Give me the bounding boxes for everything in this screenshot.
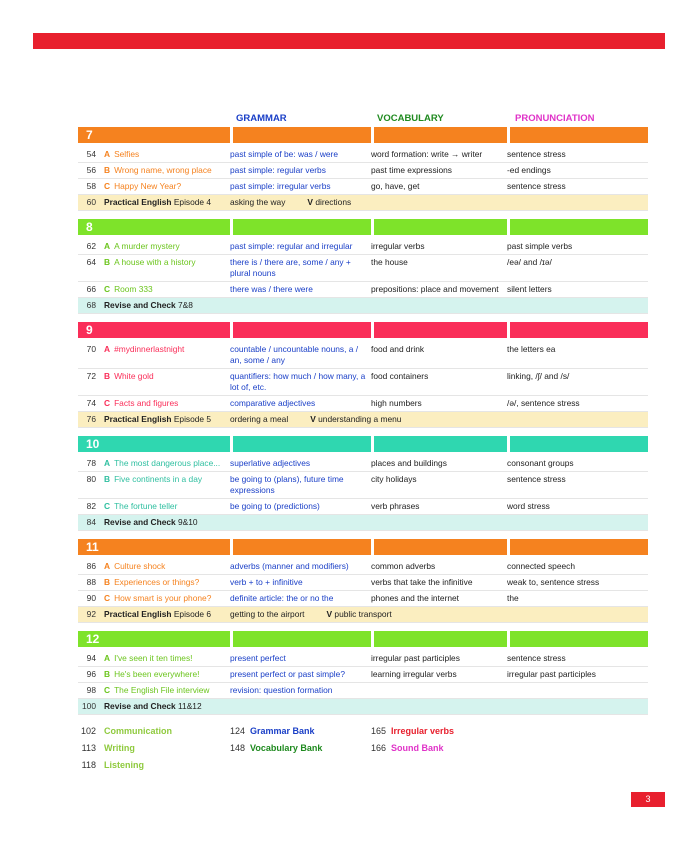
unit-number: 10 — [78, 436, 230, 452]
bottom-vocab-cell — [371, 757, 507, 774]
lesson-letter: C — [104, 685, 111, 695]
bottom-grammar-cell — [230, 723, 371, 740]
lesson-letter: B — [104, 371, 111, 381]
grammar-cell: revision: question formation — [230, 685, 333, 695]
lesson-row[interactable] — [78, 575, 648, 591]
revise-check-row[interactable] — [78, 515, 648, 531]
lesson-letter: B — [104, 165, 111, 175]
special-page: 60 — [86, 197, 96, 207]
unit-band-cell — [510, 322, 648, 338]
practical-content — [230, 197, 351, 208]
special-title[interactable] — [96, 300, 248, 311]
unit-band-cell — [510, 436, 648, 452]
lesson-row[interactable] — [78, 559, 648, 575]
grammar-cell: past simple of be: was / were — [230, 149, 338, 159]
lesson-row[interactable] — [78, 163, 648, 179]
pronunciation-cell: weak to, sentence stress — [507, 577, 600, 587]
practical-left: ordering a meal — [230, 414, 289, 424]
unit-number: 11 — [78, 539, 230, 555]
unit-band-cell — [374, 436, 507, 452]
vocabulary-cell: food containers — [371, 371, 429, 381]
lesson-page: 64 — [86, 257, 96, 267]
bottom-label[interactable]: Communication — [104, 726, 173, 736]
special-episode: Episode 4 — [173, 197, 212, 207]
vocabulary-cell: past time expressions — [371, 165, 452, 175]
lesson-row[interactable] — [78, 667, 648, 683]
special-title[interactable] — [96, 609, 248, 620]
unit-band-11 — [78, 539, 648, 555]
bank-label[interactable]: Vocabulary Bank — [250, 743, 323, 753]
vocabulary-cell: word formation: write → writer — [371, 149, 483, 159]
lesson-letter: A — [104, 458, 111, 468]
lesson-title[interactable] — [96, 284, 230, 295]
grammar-cell: verb + to + infinitive — [230, 577, 303, 587]
unit-band-8 — [78, 219, 648, 235]
pronunciation-cell: linking, /ʃ/ and /s/ — [507, 371, 570, 381]
unit-band-cell — [374, 539, 507, 555]
unit-band-cell — [510, 631, 648, 647]
lesson-row[interactable] — [78, 179, 648, 195]
lesson-letter: C — [104, 181, 111, 191]
grammar-cell: quantifiers: how much / how many, a lot of, etc. — [230, 371, 366, 392]
lesson-title[interactable] — [96, 241, 230, 252]
special-title[interactable] — [96, 197, 248, 208]
bottom-page: 102 — [80, 726, 96, 736]
lesson-page: 58 — [86, 181, 96, 191]
lesson-row[interactable] — [78, 342, 648, 369]
pronunciation-cell: irregular past participles — [507, 669, 596, 679]
vocabulary-cell: high numbers — [371, 398, 422, 408]
lesson-title[interactable] — [96, 501, 230, 512]
lesson-title[interactable] — [96, 149, 230, 160]
lesson-title[interactable] — [96, 685, 230, 696]
bank-label[interactable]: Grammar Bank — [250, 726, 315, 736]
lesson-title-text: He's been everywhere! — [114, 669, 200, 679]
pronunciation-cell: sentence stress — [507, 653, 566, 663]
bank-page: 148 — [230, 743, 246, 753]
pronunciation-cell: sentence stress — [507, 149, 566, 159]
lesson-letter: A — [104, 561, 111, 571]
grammar-cell: superlative adjectives — [230, 458, 311, 468]
grammar-cell: present perfect or past simple? — [230, 669, 345, 679]
contents-table — [78, 127, 648, 723]
bottom-row — [78, 757, 507, 774]
lesson-row[interactable] — [78, 147, 648, 163]
unit-number: 8 — [78, 219, 230, 235]
lesson-title-text: Experiences or things? — [114, 577, 200, 587]
grammar-cell: countable / uncountable nouns, a / an, some / any — [230, 344, 359, 365]
special-page: 84 — [86, 517, 96, 527]
lesson-title[interactable] — [96, 593, 230, 604]
lesson-title-text: Culture shock — [114, 561, 166, 571]
bank-label[interactable]: Sound Bank — [391, 743, 444, 753]
unit-band-cell — [374, 631, 507, 647]
pronunciation-cell: the letters ea — [507, 344, 556, 354]
special-title[interactable] — [96, 414, 248, 425]
bottom-grammar-cell — [230, 740, 371, 757]
lesson-row[interactable] — [78, 369, 648, 396]
pronunciation-cell: -ed endings — [507, 165, 551, 175]
grammar-cell: there is / there are, some / any + plural nouns — [230, 257, 351, 278]
lesson-title[interactable] — [96, 653, 230, 664]
special-title-text: Practical English — [104, 197, 172, 207]
unit-band-12 — [78, 631, 648, 647]
lesson-title-text: Selfies — [114, 149, 140, 159]
grammar-cell: past simple: irregular verbs — [230, 181, 331, 191]
bottom-grammar-cell — [230, 757, 371, 774]
unit-band-cell — [374, 219, 507, 235]
lesson-page: 54 — [86, 149, 96, 159]
special-episode: 7&8 — [178, 300, 193, 310]
bottom-label[interactable]: Listening — [104, 760, 144, 770]
vocabulary-cell: irregular past participles — [371, 653, 460, 663]
pronunciation-cell: the — [507, 593, 519, 603]
unit-band-cell — [233, 436, 371, 452]
lesson-title-text: The fortune teller — [114, 501, 178, 511]
lesson-title-text: The most dangerous place... — [114, 458, 221, 468]
unit-band-cell — [233, 322, 371, 338]
lesson-letter: C — [104, 284, 111, 294]
practical-right: public transport — [334, 609, 392, 619]
lesson-letter: C — [104, 593, 111, 603]
bank-label[interactable]: Irregular verbs — [391, 726, 455, 736]
vocabulary-cell: irregular verbs — [371, 241, 425, 251]
practical-content — [230, 609, 392, 620]
unit-band-cell — [233, 631, 371, 647]
vocabulary-cell: verb phrases — [371, 501, 420, 511]
vocabulary-cell: common adverbs — [371, 561, 436, 571]
practical-left: asking the way — [230, 197, 286, 207]
vocabulary-cell: places and buildings — [371, 458, 447, 468]
unit-band-cell — [233, 127, 371, 143]
special-title-text: Practical English — [104, 414, 172, 424]
vocabulary-cell: food and drink — [371, 344, 425, 354]
lesson-title[interactable] — [96, 344, 230, 366]
unit-band-cell — [233, 539, 371, 555]
lesson-row[interactable] — [78, 472, 648, 499]
lesson-title[interactable] — [96, 577, 230, 588]
vocabulary-cell: phones and the internet — [371, 593, 460, 603]
pronunciation-cell: past simple verbs — [507, 241, 573, 251]
practical-right: directions — [315, 197, 352, 207]
lesson-letter: C — [104, 501, 111, 511]
lesson-title-text: The English File interview — [114, 685, 210, 695]
lesson-title-text: #mydinnerlastnight — [114, 344, 185, 354]
practical-content — [230, 414, 401, 425]
special-title-text: Practical English — [104, 609, 172, 619]
practical-english-row[interactable] — [78, 607, 648, 623]
practical-english-row[interactable] — [78, 195, 648, 211]
grammar-cell: there was / there were — [230, 284, 313, 294]
special-episode: Episode 6 — [173, 609, 212, 619]
lesson-row[interactable] — [78, 591, 648, 607]
pronunciation-cell: /eə/ and /ɪə/ — [507, 257, 552, 267]
lesson-title[interactable] — [96, 165, 230, 176]
bottom-row — [78, 723, 507, 740]
special-episode: 9&10 — [178, 517, 198, 527]
unit-band-10 — [78, 436, 648, 452]
header-pronunciation: PRONUNCIATION — [515, 113, 595, 124]
lesson-row[interactable] — [78, 255, 648, 282]
lesson-row[interactable] — [78, 456, 648, 472]
lesson-page: 80 — [86, 474, 96, 484]
lesson-letter: A — [104, 344, 111, 354]
practical-left: getting to the airport — [230, 609, 305, 619]
special-title-text: Revise and Check — [104, 517, 176, 527]
pronunciation-cell: sentence stress — [507, 474, 566, 484]
lesson-page: 90 — [86, 593, 96, 603]
unit-band-cell — [374, 322, 507, 338]
lesson-row[interactable] — [78, 683, 648, 699]
bottom-row — [78, 740, 507, 757]
special-page: 92 — [86, 609, 96, 619]
lesson-letter: A — [104, 149, 111, 159]
special-episode: Episode 5 — [173, 414, 212, 424]
bottom-label[interactable]: Writing — [104, 743, 135, 753]
vocabulary-cell — [371, 685, 507, 696]
header-vocabulary: VOCABULARY — [377, 113, 444, 124]
lesson-page: 62 — [86, 241, 96, 251]
vocabulary-cell: city holidays — [371, 474, 417, 484]
lesson-page: 88 — [86, 577, 96, 587]
grammar-cell: definite article: the or no the — [230, 593, 334, 603]
vocabulary-cell: the house — [371, 257, 408, 267]
pronunciation-cell: /ə/, sentence stress — [507, 398, 580, 408]
lesson-title-text: White gold — [114, 371, 154, 381]
lesson-title[interactable] — [96, 561, 230, 572]
lesson-title[interactable] — [96, 398, 230, 409]
special-page: 76 — [86, 414, 96, 424]
v-mark: V — [307, 197, 313, 207]
lesson-letter: A — [104, 653, 111, 663]
special-page: 100 — [82, 701, 96, 711]
lesson-letter: C — [104, 398, 111, 408]
unit-band-cell — [510, 539, 648, 555]
bank-page: 124 — [230, 726, 246, 736]
lesson-page: 86 — [86, 561, 96, 571]
grammar-cell: comparative adjectives — [230, 398, 316, 408]
grammar-cell: past simple: regular verbs — [230, 165, 326, 175]
lesson-page: 70 — [86, 344, 96, 354]
grammar-cell: be going to (predictions) — [230, 501, 320, 511]
lesson-page: 94 — [86, 653, 96, 663]
lesson-title[interactable] — [96, 474, 230, 496]
v-mark: V — [310, 414, 316, 424]
special-title-text: Revise and Check — [104, 701, 176, 711]
lesson-title[interactable] — [96, 458, 230, 469]
bank-page: 166 — [371, 743, 387, 753]
unit-number: 9 — [78, 322, 230, 338]
bottom-page: 113 — [81, 743, 96, 753]
bank-page: 165 — [371, 726, 387, 736]
vocabulary-cell: learning irregular verbs — [371, 669, 457, 679]
unit-band-7 — [78, 127, 648, 143]
grammar-cell: past simple: regular and irregular — [230, 241, 353, 251]
header-grammar: GRAMMAR — [236, 113, 287, 124]
bottom-index — [78, 723, 507, 774]
special-page: 68 — [86, 300, 96, 310]
bottom-vocab-cell — [371, 740, 507, 757]
lesson-letter: A — [104, 241, 111, 251]
page-number: 3 — [631, 792, 665, 807]
unit-band-9 — [78, 322, 648, 338]
lesson-page: 98 — [86, 685, 96, 695]
lesson-title[interactable] — [96, 181, 230, 192]
lesson-letter: B — [104, 669, 111, 679]
lesson-title-text: Five continents in a day — [114, 474, 203, 484]
revise-check-row[interactable] — [78, 699, 648, 715]
unit-band-cell — [510, 127, 648, 143]
lesson-page: 74 — [86, 398, 96, 408]
lesson-page: 78 — [86, 458, 96, 468]
unit-band-cell — [510, 219, 648, 235]
grammar-cell: adverbs (manner and modifiers) — [230, 561, 349, 571]
lesson-letter: B — [104, 577, 111, 587]
unit-number: 7 — [78, 127, 230, 143]
pronunciation-cell — [507, 685, 645, 696]
lesson-title-text: How smart is your phone? — [114, 593, 212, 603]
lesson-page: 82 — [86, 501, 96, 511]
pronunciation-cell: connected speech — [507, 561, 575, 571]
bottom-vocab-cell — [371, 723, 507, 740]
bottom-page: 118 — [81, 760, 96, 770]
pronunciation-cell: consonant groups — [507, 458, 574, 468]
lesson-title-text: Wrong name, wrong place — [114, 165, 212, 175]
vocabulary-cell: go, have, get — [371, 181, 420, 191]
revise-check-row[interactable] — [78, 298, 648, 314]
practical-right: understanding a menu — [318, 414, 402, 424]
special-title-text: Revise and Check — [104, 300, 176, 310]
unit-band-cell — [233, 219, 371, 235]
vocabulary-cell: prepositions: place and movement — [371, 284, 499, 294]
lesson-row[interactable] — [78, 282, 648, 298]
top-red-bar — [33, 33, 665, 49]
lesson-page: 66 — [86, 284, 96, 294]
lesson-row[interactable] — [78, 651, 648, 667]
lesson-title[interactable] — [96, 669, 230, 680]
lesson-row[interactable] — [78, 396, 648, 412]
pronunciation-cell: word stress — [507, 501, 550, 511]
special-episode: 11&12 — [178, 701, 202, 711]
special-title[interactable] — [96, 701, 248, 712]
lesson-title-text: A house with a history — [114, 257, 196, 267]
vocabulary-cell: verbs that take the infinitive — [371, 577, 473, 587]
unit-number: 12 — [78, 631, 230, 647]
pronunciation-cell: silent letters — [507, 284, 552, 294]
practical-english-row[interactable] — [78, 412, 648, 428]
grammar-cell: present perfect — [230, 653, 286, 663]
lesson-letter: B — [104, 257, 111, 267]
lesson-page: 56 — [86, 165, 96, 175]
lesson-title-text: Facts and figures — [114, 398, 179, 408]
grammar-cell: be going to (plans), future time expressions — [230, 474, 344, 495]
lesson-title[interactable] — [96, 371, 230, 393]
lesson-row[interactable] — [78, 499, 648, 515]
lesson-title-text: Happy New Year? — [114, 181, 182, 191]
v-mark: V — [326, 609, 333, 619]
lesson-letter: B — [104, 474, 111, 484]
lesson-page: 72 — [86, 371, 96, 381]
lesson-title-text: A murder mystery — [114, 241, 180, 251]
lesson-title-text: I've seen it ten times! — [114, 653, 193, 663]
unit-band-cell — [374, 127, 507, 143]
pronunciation-cell: sentence stress — [507, 181, 566, 191]
lesson-row[interactable] — [78, 239, 648, 255]
lesson-title[interactable] — [96, 257, 230, 279]
lesson-page: 96 — [86, 669, 96, 679]
lesson-title-text: Room 333 — [114, 284, 153, 294]
special-title[interactable] — [96, 517, 248, 528]
